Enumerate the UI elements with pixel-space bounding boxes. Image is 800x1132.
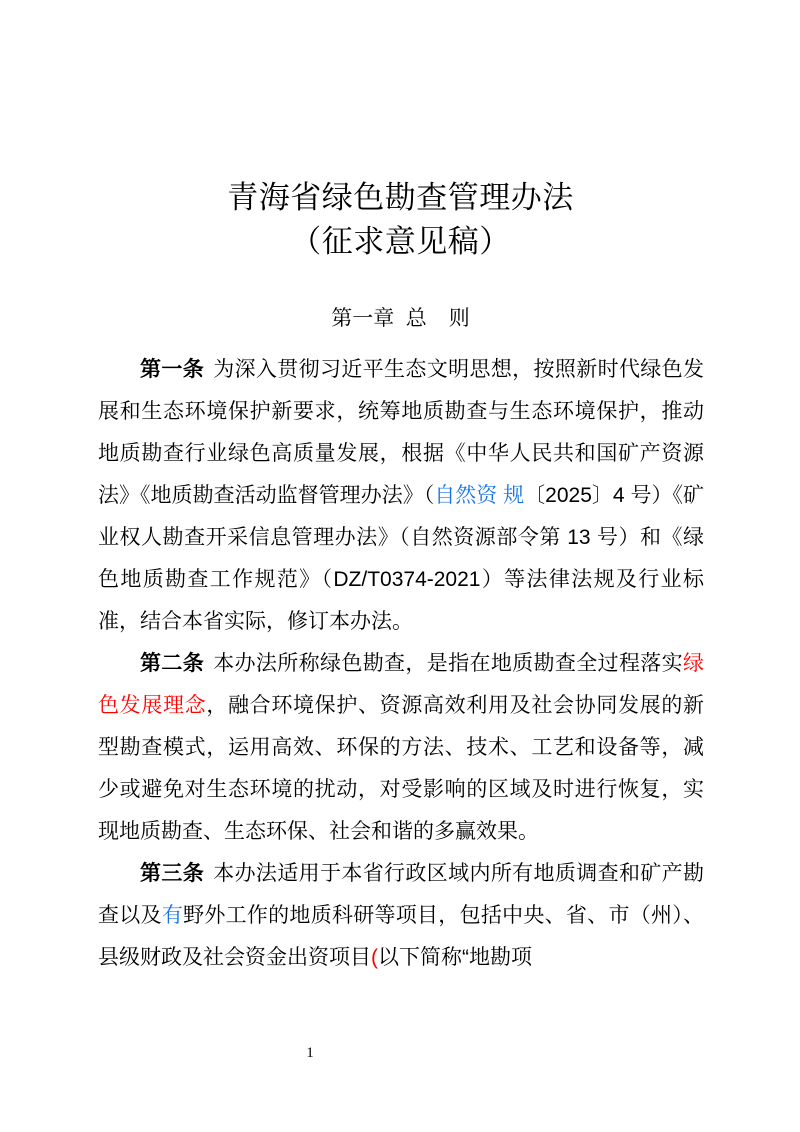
article-3-segment-2-blue-edit: 有	[161, 904, 184, 927]
article-1-segment-1: 为深入贯彻习近平生态文明思想，按照新时代绿色发展和生态环境保护新要求，统筹地质勘查与生态环境保护，推动地质勘查行业绿色高质量发展，根据《中华人民共和国矿产资源法》《地质勘查活动监督管理办法》（	[98, 358, 705, 507]
article-2-segment-3: ，融合环境保护、资源高效利用及社会协同发展的新型勘查模式，运用高效、环保的方法、技术、工艺和设备等，减少或避免对生态环境的扰动，对受影响的区域及时进行恢复，实现地质勘查、生态环保、社会和谐的多赢效果。	[98, 694, 705, 843]
article-paragraph-2	[98, 643, 704, 853]
chapter-number: 第一章	[331, 307, 395, 330]
chapter-name-char-1: 总	[405, 307, 427, 330]
article-3-segment-1: 本办法适用于本省行政区域内所有地质调查和矿产勘查以及	[98, 862, 705, 927]
chapter-name-char-2: 则	[448, 307, 470, 330]
article-label-3: 第三条	[140, 862, 205, 885]
article-label-2: 第二条	[140, 652, 205, 675]
article-3-segment-3: 野外工作的地质科研等项目，包括中央、省、市（州）、县级财政及社会资金出资项目	[98, 904, 705, 969]
article-label-1: 第一条	[140, 358, 205, 381]
article-1-segment-2-blue-edit: 自然资 规	[434, 484, 525, 507]
document-title-line-2: （征求意见稿）	[290, 224, 511, 259]
page-number: 1	[306, 1045, 314, 1061]
document-title-line-1: 青海省绿色勘查管理办法	[227, 180, 574, 215]
page-title	[98, 176, 703, 264]
article-1-segment-3: 〔2025〕4 号）《矿业权人勘查开采信息管理办法》（自然资源部令第 13 号）和《绿色地质勘查工作规范》（DZ/T0374-2021）等法律法规及行业标准，结合本省实际，修订本办法。	[98, 484, 705, 633]
article-3-segment-4-red-edit: (	[371, 946, 378, 969]
article-paragraph-3	[98, 853, 704, 979]
article-2-segment-1: 本办法所称绿色勘查，是指在地质勘查全过程落实	[212, 652, 684, 675]
document-body	[98, 349, 704, 979]
article-2-segment-2-red-edit: 绿色发展理念	[98, 652, 705, 717]
chapter-heading	[98, 303, 703, 335]
article-paragraph-1	[98, 349, 704, 643]
article-3-segment-5: 以下简称“地勘项	[378, 946, 532, 969]
